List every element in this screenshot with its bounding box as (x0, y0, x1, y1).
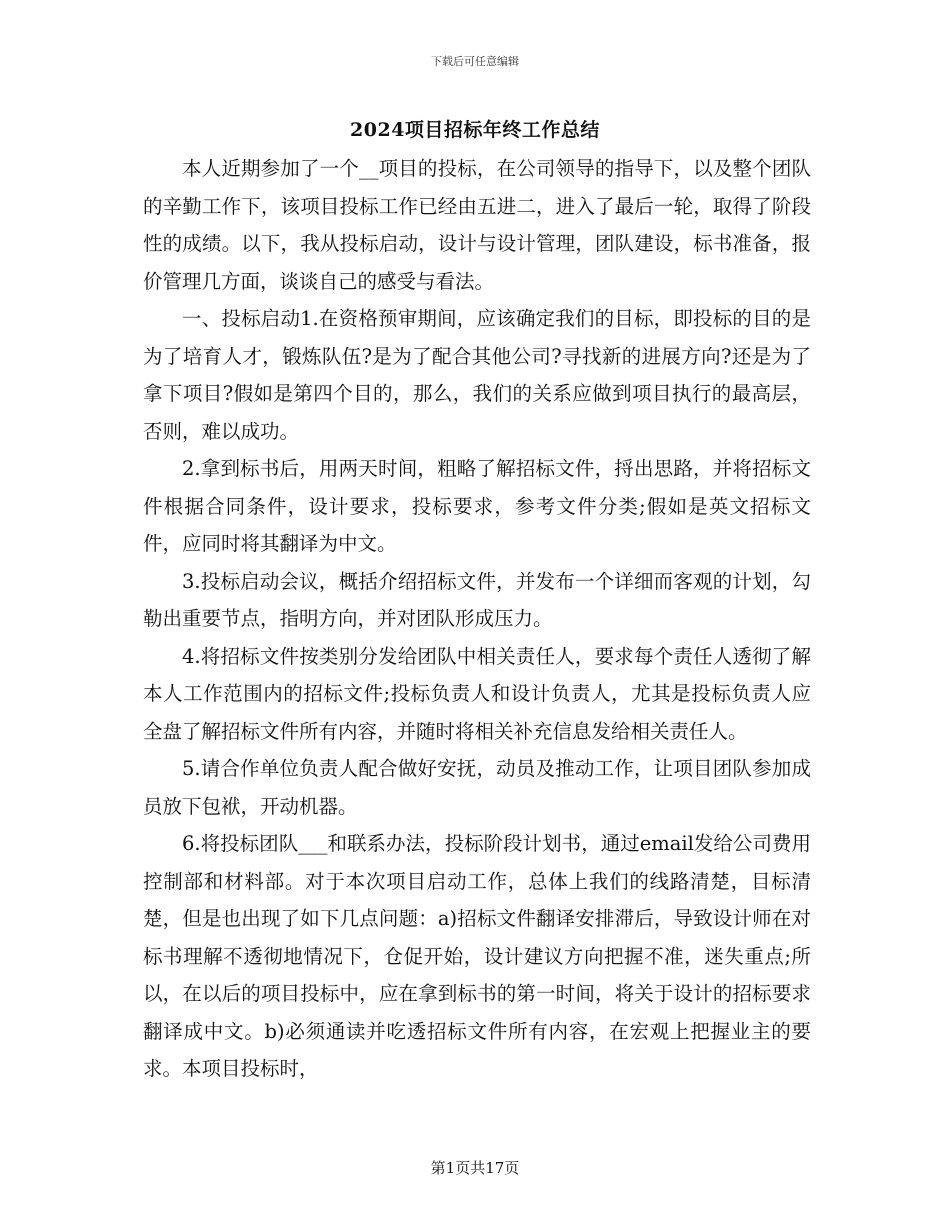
document-title: 2024项目招标年终工作总结 (350, 119, 600, 141)
paragraph: 本人近期参加了一个__项目的投标，在公司领导的指导下，以及整个团队的辛勤工作下，该项目投标工作已经由五进二，进入了最后一轮，取得了阶段性的成绩。以下，我从投标启动，设计与设计管理，团队建设，标书准备，报价管理几方面，谈谈自己的感受与看法。 (143, 157, 811, 293)
paragraph: 2.拿到标书后，用两天时间，粗略了解招标文件，捋出思路，并将招标文件根据合同条件，设计要求，投标要求，参考文件分类;假如是英文招标文件，应同时将其翻译为中文。 (143, 457, 811, 555)
paragraph: 6.将投标团队___和联系办法，投标阶段计划书，通过email发给公司费用控制部和材料部。对于本次项目启动工作，总体上我们的线路清楚，目标清楚，但是也出现了如下几点问题：a)招标文件翻译安排滞后，导致设计师在对标书理解不透彻地情况下，仓促开始，设计建议方向把握不准，迷失重点;所以，在以后的项目投标中，应在拿到标书的第一时间，将关于设计的招标要求翻译成中文。b)必须通读并吃透招标文件所有内容，在宏观上把握业主的要求。本项目投标时， (143, 832, 811, 1080)
paragraph: 5.请合作单位负责人配合做好安抚，动员及推动工作，让项目团队参加成员放下包袱，开动机器。 (143, 757, 811, 818)
document-body (143, 150, 811, 1088)
page-number: 第1页共17页 (430, 1159, 520, 1177)
paragraph: 4.将招标文件按类别分发给团队中相关责任人，要求每个责任人透彻了解本人工作范围内的招标文件;投标负责人和设计负责人，尤其是投标负责人应全盘了解招标文件所有内容，并随时将相关补充信息发给相关责任人。 (143, 644, 811, 743)
paragraph: 一、投标启动1.在资格预审期间，应该确定我们的目标，即投标的目的是为了培育人才，锻炼队伍?是为了配合其他公司?寻找新的进展方向?还是为了拿下项目?假如是第四个目的，那么，我们的关系应做到项目执行的最高层，否则，难以成功。 (143, 307, 811, 443)
header-note: 下载后可任意编辑 (431, 55, 519, 68)
paragraph: 3.投标启动会议，概括介绍招标文件，并发布一个详细而客观的计划，勾勒出重要节点，指明方向，并对团队形成压力。 (143, 569, 811, 630)
